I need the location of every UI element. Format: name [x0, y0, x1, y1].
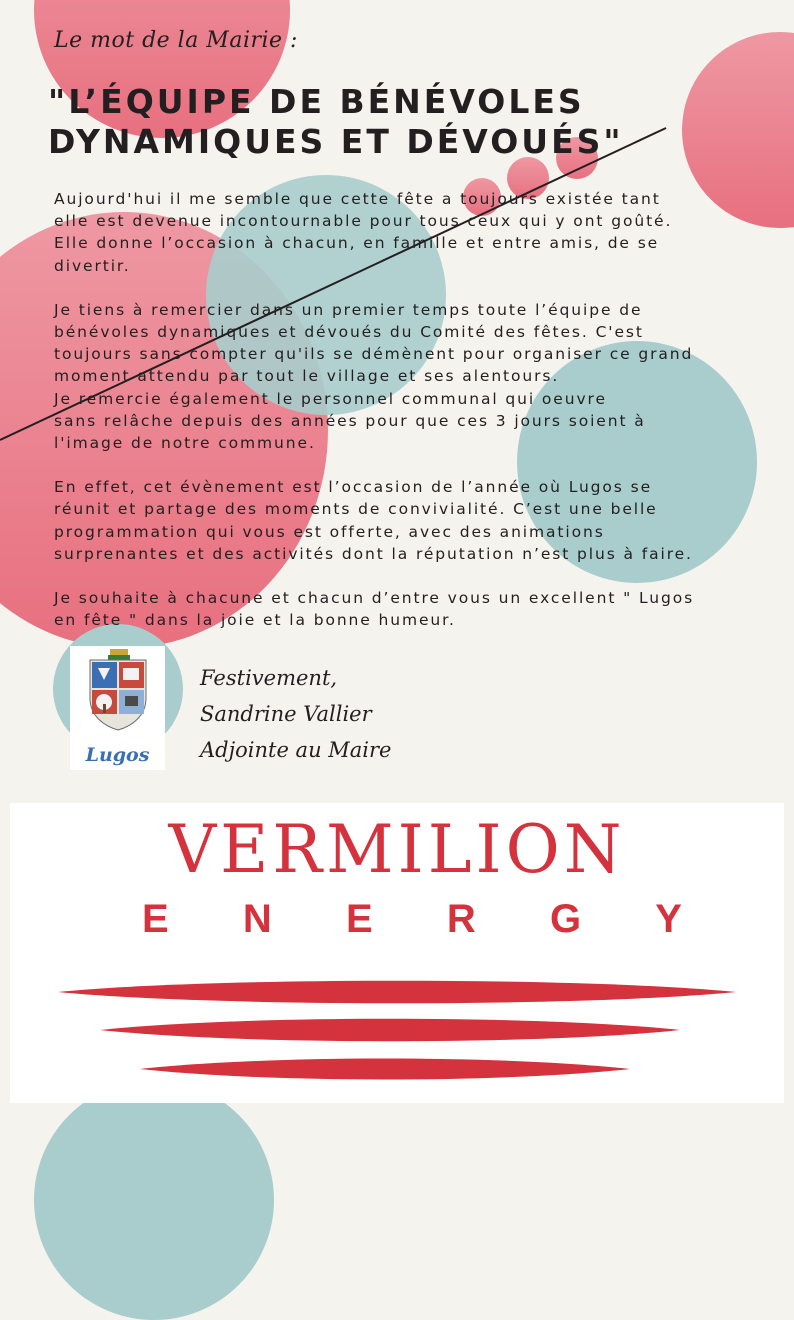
- text-line: Je souhaite à chacune et chacun d’entre vous un excellent " Lugos: [54, 589, 695, 608]
- text-line: bénévoles dynamiques et dévoués du Comité des fêtes. C'est: [54, 323, 644, 342]
- paragraph-wishes: [54, 587, 754, 631]
- text-line: Je remercie également le personnel communal qui oeuvre: [54, 389, 607, 408]
- sponsor-letter: Y: [655, 897, 682, 941]
- sponsor-letter: R: [446, 897, 476, 941]
- paragraph-thanks: [54, 299, 754, 454]
- text-line: Aujourd'hui il me semble que cette fête a toujours existée tant: [54, 190, 661, 208]
- text-line: surprenantes et des activités dont la réputation n’est plus à faire.: [54, 544, 693, 563]
- section-kicker: Le mot de la Mairie :: [54, 28, 298, 53]
- text-line: En effet, cet évènement est l’occasion de l’année où Lugos se: [54, 478, 653, 497]
- sponsor-letter: E: [345, 897, 373, 941]
- signature-name: Sandrine Vallier: [200, 702, 372, 726]
- paragraph-event: [54, 476, 754, 565]
- letter-body: [54, 188, 754, 653]
- text-line: l'image de notre commune.: [54, 434, 316, 453]
- text-line: moment attendu par tout le village et ses alentours.: [54, 367, 560, 386]
- signature-closing: Festivement,: [200, 666, 338, 690]
- text-line: en fête " dans la joie et la bonne humeur.: [54, 611, 456, 630]
- sponsor-letter: N: [242, 897, 272, 941]
- page-title: [48, 82, 688, 162]
- text-line: Je tiens à remercier dans un premier temps toute l’équipe de: [54, 300, 643, 319]
- title-line: "L’ÉQUIPE DE BÉNÉVOLES: [48, 82, 585, 121]
- sponsor-name: VERMILION: [168, 811, 626, 888]
- text-line: elle est devenue incontournable pour tous ceux qui y ont goûté.: [54, 212, 673, 231]
- text-line: sans relâche depuis des années pour que ces 3 jours soient à: [54, 411, 646, 430]
- title-line: DYNAMIQUES ET DÉVOUÉS": [48, 122, 624, 161]
- sponsor-letter: E: [142, 897, 169, 941]
- coat-of-arms-icon: [70, 646, 165, 742]
- text-line: toujours sans compter qu'ils se démènent pour organiser ce grand: [54, 345, 694, 364]
- text-line: réunit et partage des moments de convivialité. C’est une belle: [54, 500, 658, 519]
- vermilion-stripes-icon: [10, 803, 784, 1103]
- text-line: programmation qui vous est offerte, avec des animations: [54, 522, 605, 541]
- sponsor-letter: G: [549, 897, 582, 941]
- signature-role: Adjointe au Maire: [200, 738, 392, 762]
- sponsor-banner: [10, 803, 784, 1103]
- signature-block: [200, 660, 391, 768]
- town-logo-name: Lugos: [85, 744, 150, 766]
- paragraph-intro: [54, 188, 754, 277]
- town-logo: [70, 646, 165, 770]
- text-line: divertir.: [54, 256, 131, 275]
- text-line: Elle donne l’occasion à chacun, en famille et entre amis, de se: [54, 234, 660, 253]
